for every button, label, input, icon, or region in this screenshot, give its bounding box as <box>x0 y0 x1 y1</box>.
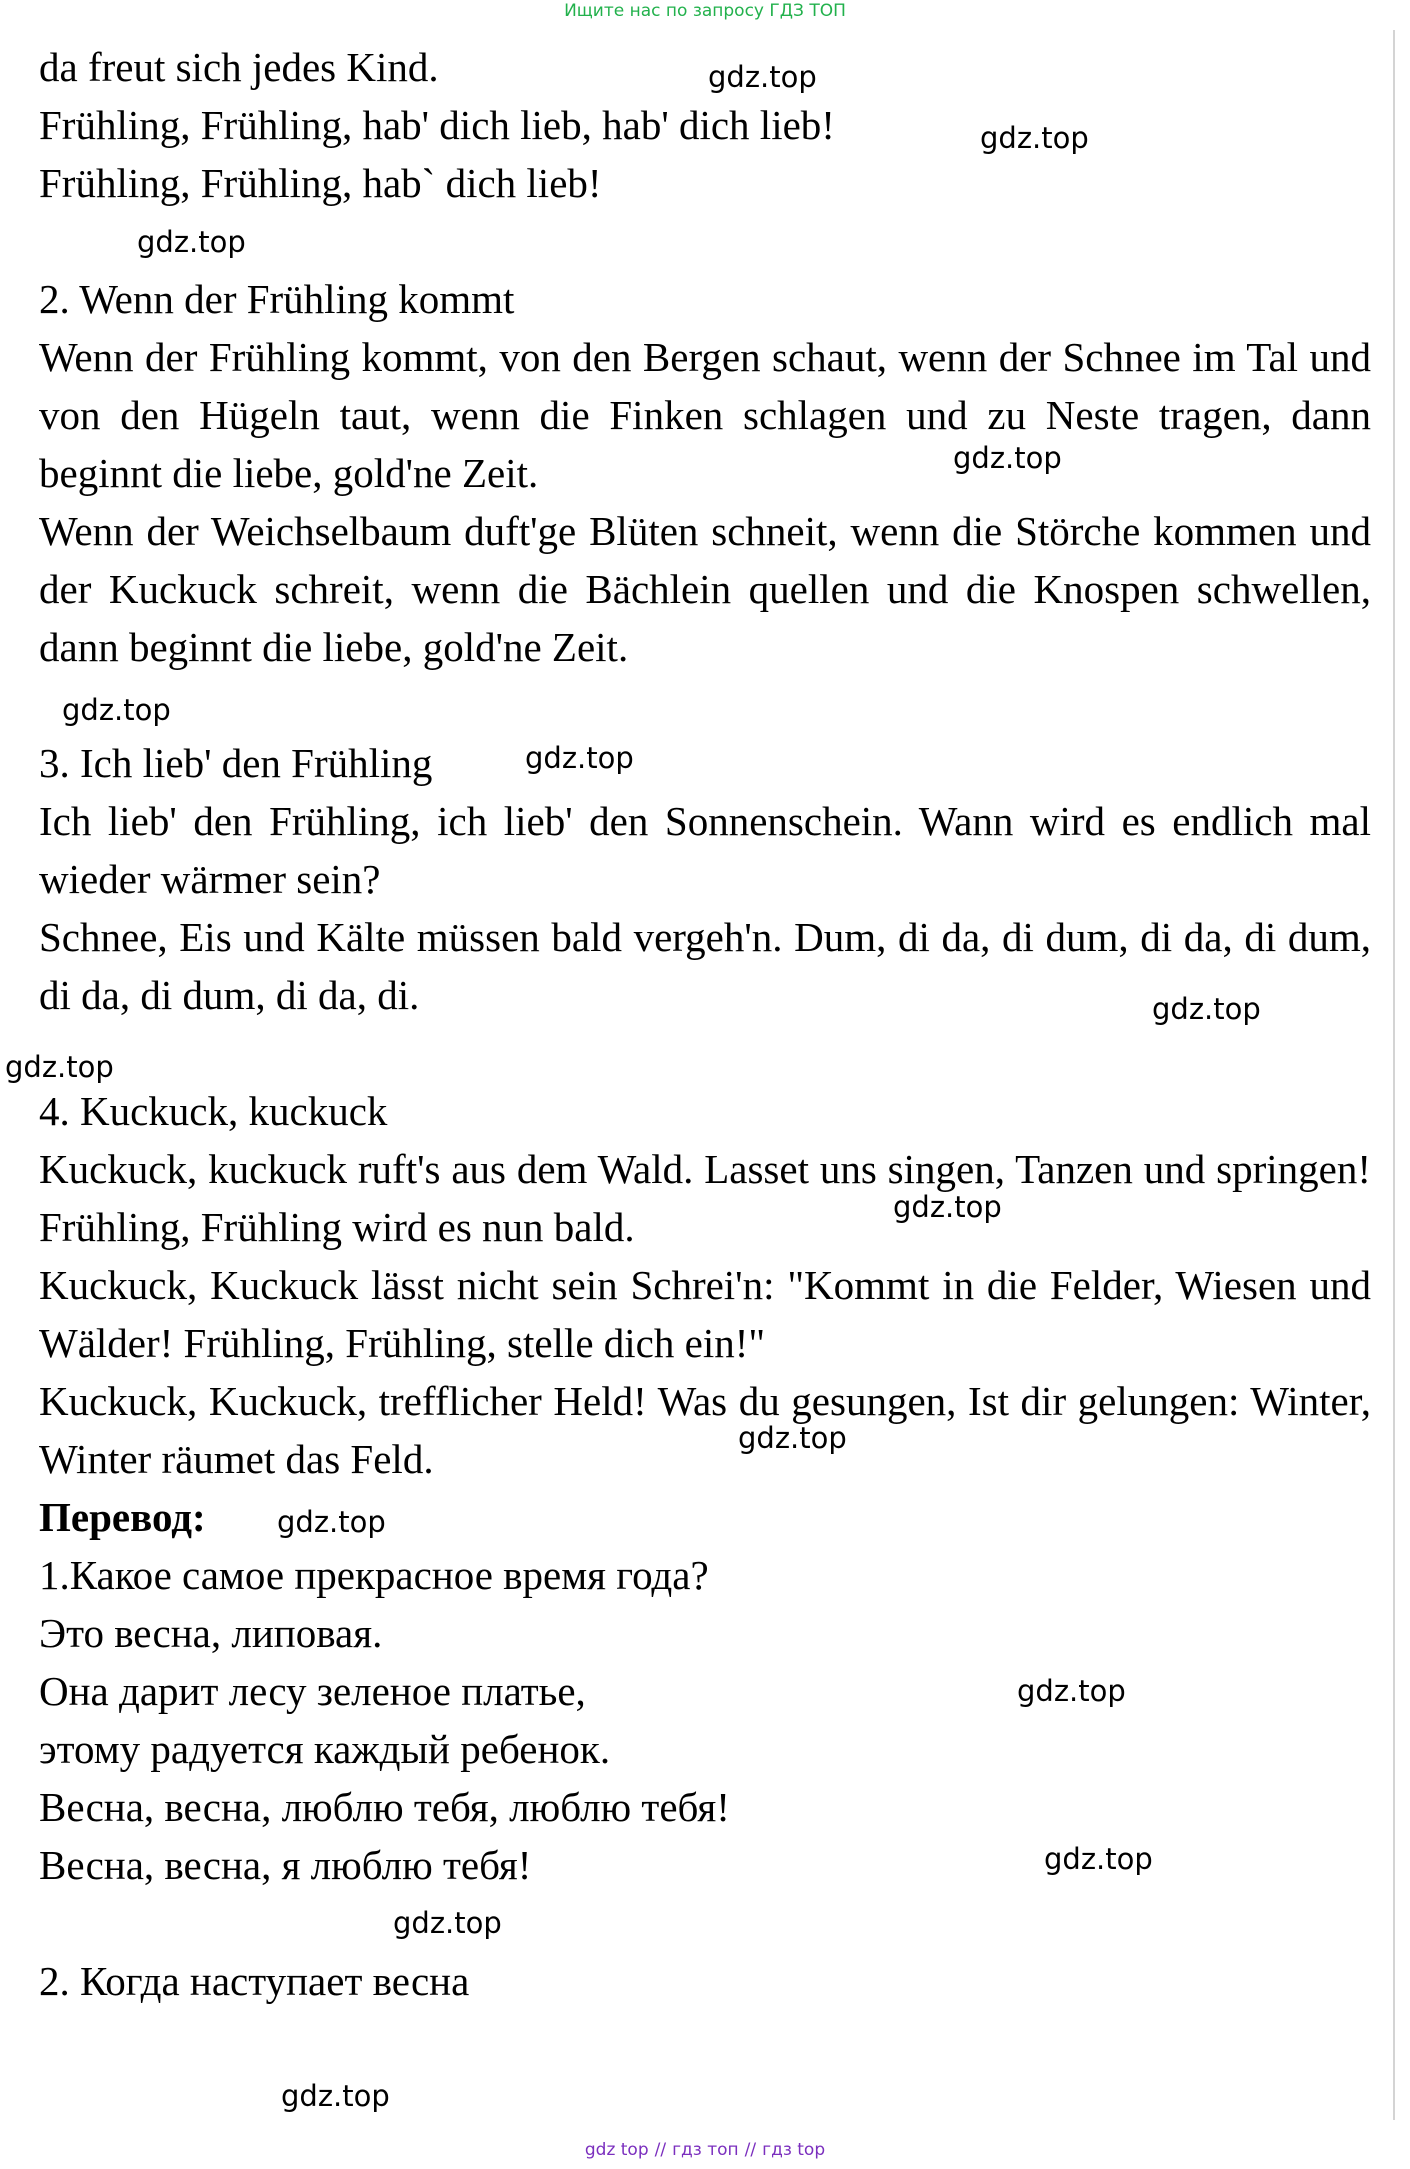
translation-line: Это весна, липовая. <box>39 1610 383 1656</box>
watermark: gdz.top <box>393 1906 502 1940</box>
song-title: 3. Ich lieb' den Frühling <box>39 740 433 786</box>
watermark: gdz.top <box>525 741 634 775</box>
watermark: gdz.top <box>1152 992 1261 1026</box>
watermark: gdz.top <box>708 60 817 94</box>
footer-separator: // <box>654 2140 667 2160</box>
watermark: gdz.top <box>1044 1842 1153 1876</box>
watermark: gdz.top <box>62 693 171 727</box>
footer-separator: // <box>744 2140 757 2160</box>
page-edge-divider <box>1393 30 1395 2120</box>
text-line: da freut sich jedes Kind. <box>39 44 439 90</box>
blank-line <box>39 676 1371 734</box>
watermark: gdz.top <box>137 225 246 259</box>
translation-line: Весна, весна, я люблю тебя! <box>39 1842 532 1888</box>
watermark: gdz.top <box>5 1050 114 1084</box>
footer-link[interactable]: гдз топ <box>672 2140 739 2160</box>
song-paragraph: Kuckuck, kuckuck ruft's aus dem Wald. Lasset uns singen, Tanzen und springen! Frühling, Frühling wird es nun bald. <box>39 1146 1371 1250</box>
watermark: gdz.top <box>953 441 1062 475</box>
watermark: gdz.top <box>738 1421 847 1455</box>
song-paragraph: Ich lieb' den Frühling, ich lieb' den Sonnenschein. Wann wird es endlich mal wieder wärmer sein? <box>39 798 1371 902</box>
watermark: gdz.top <box>893 1190 1002 1224</box>
song-paragraph: Wenn der Frühling kommt, von den Bergen schaut, wenn der Schnee im Tal und von den Hügeln taut, wenn die Finken schlagen und zu Neste tragen, dann beginnt die liebe, gold'ne Zeit. <box>39 334 1371 496</box>
text-line: Frühling, Frühling, hab' dich lieb, hab' dich lieb! <box>39 102 835 148</box>
translation-line: 1.Какое самое прекрасное время года? <box>39 1552 709 1598</box>
footer-links <box>0 2139 1410 2161</box>
song-paragraph: Wenn der Weichselbaum duft'ge Blüten schneit, wenn die Störche kommen und der Kuckuck schreit, wenn die Bächlein quellen und die Knospen schwellen, dann beginnt die liebe, gold'ne Zeit. <box>39 508 1371 670</box>
watermark: gdz.top <box>980 121 1089 155</box>
text-line: Frühling, Frühling, hab` dich lieb! <box>39 160 602 206</box>
watermark: gdz.top <box>1017 1674 1126 1708</box>
footer-link[interactable]: gdz top <box>584 2140 649 2160</box>
translation-heading: Перевод: <box>39 1494 206 1540</box>
song-paragraph: Kuckuck, Kuckuck, trefflicher Held! Was du gesungen, Ist dir gelungen: Winter, Winter räumet das Feld. <box>39 1378 1371 1482</box>
translation-next-title: 2. Когда наступает весна <box>39 1958 470 2004</box>
blank-line <box>39 1894 1371 1952</box>
translation-line: Весна, весна, люблю тебя, люблю тебя! <box>39 1784 730 1830</box>
header-search-hint[interactable]: Ищите нас по запросу ГДЗ ТОП <box>564 1 846 21</box>
translation-line: этому радуется каждый ребенок. <box>39 1726 611 1772</box>
song-paragraph: Kuckuck, Kuckuck lässt nicht sein Schrei'n: "Kommt in die Felder, Wiesen und Wälder! Frühling, Frühling, stelle dich ein!" <box>39 1262 1371 1366</box>
watermark: gdz.top <box>281 2079 390 2113</box>
song-paragraph: Schnee, Eis und Kälte müssen bald vergeh'n. Dum, di da, di dum, di da, di dum, di da, di dum, di da, di. <box>39 914 1371 1018</box>
footer-link[interactable]: гдз top <box>762 2140 826 2160</box>
watermark: gdz.top <box>277 1505 386 1539</box>
translation-line: Она дарит лесу зеленое платье, <box>39 1668 586 1714</box>
song-title: 4. Kuckuck, kuckuck <box>39 1088 388 1134</box>
blank-line <box>39 1024 1371 1082</box>
song-title: 2. Wenn der Frühling kommt <box>39 276 515 322</box>
